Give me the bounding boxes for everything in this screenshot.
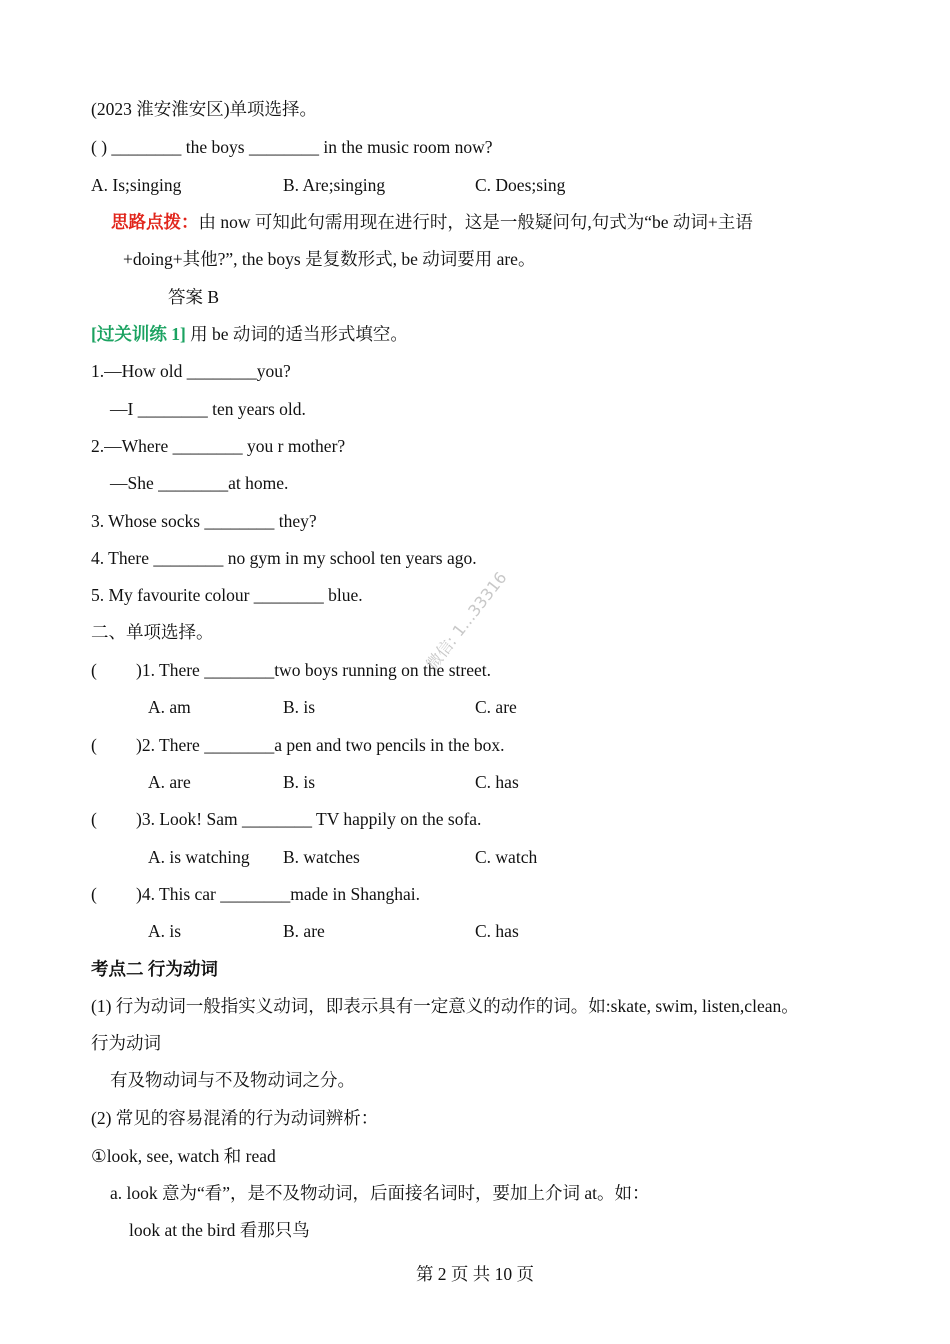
question-stem: ( ) ________ the boys ________ in the music room now? [91,137,493,157]
mc-option: B. are [283,921,325,941]
hint-line-2: +doing+其他?”, the boys 是复数形式, be 动词要用 are。 [123,249,536,269]
mc-question-stem: )2. There ________a pen and two pencils in the box. [136,735,505,755]
mc-question-stem: )3. Look! Sam ________ TV happily on the sofa. [136,809,482,829]
mc-option: B. is [283,772,316,792]
mc-question-stem: )1. There ________two boys running on the street. [136,660,491,680]
question-source-header: (2023 淮安淮安区)单项选择。 [91,99,318,119]
kaodian-2-p1-line2: 行为动词 [91,1033,161,1053]
kaodian-2-item1a: a. look 意为“看”，是不及物动词，后面接名词时，要加上介词 at。如： [110,1183,650,1203]
kaodian-2-p1-line1: (1) 行为动词一般指实义动词，即表示具有一定意义的动作的词。如:skate, swim, listen,clean。 [91,996,799,1016]
paren: ( [91,660,97,680]
training-line: 1.—How old ________you? [91,361,291,381]
mc-question-stem: )4. This car ________made in Shanghai. [136,884,420,904]
kaodian-2-example: look at the bird 看那只鸟 [129,1220,310,1240]
section-2-title: 二、单项选择。 [91,622,214,642]
training-label: [过关训练 1] [91,324,186,344]
hint-label: 思路点拨： [111,212,199,232]
mc-option: B. is [283,697,316,717]
option-a: A. Is;singing [91,175,182,195]
training-line: 5. My favourite colour ________ blue. [91,585,363,605]
kaodian-2-title: 考点二 行为动词 [91,959,218,979]
hint-text-1: 由 now 可知此句需用现在进行时，这是一般疑问句,句式为“be 动词+主语 [198,212,753,232]
watermark: 微信: 1...33316 [422,568,511,674]
training-line: —She ________at home. [110,473,289,493]
mc-option: A. are [148,772,191,792]
mc-option: C. are [475,697,517,717]
training-line: —I ________ ten years old. [110,399,306,419]
training-line: 3. Whose socks ________ they? [91,511,317,531]
paren: ( [91,735,97,755]
kaodian-2-p1-line3: 有及物动词与不及物动词之分。 [110,1070,355,1090]
mc-option: C. has [475,772,519,792]
mc-option: A. am [148,697,191,717]
training-heading [91,322,408,346]
training-instruction: 用 be 动词的适当形式填空。 [185,324,408,344]
mc-option: B. watches [283,847,360,867]
training-line: 2.—Where ________ you r mother? [91,436,346,456]
kaodian-2-item1: ①look, see, watch 和 read [91,1146,276,1166]
option-b: B. Are;singing [283,175,386,195]
paren: ( [91,809,97,829]
answer: 答案 B [168,287,220,307]
mc-option: C. has [475,921,519,941]
training-line: 4. There ________ no gym in my school ten years ago. [91,548,477,568]
kaodian-2-p2: (2) 常见的容易混淆的行为动词辨析： [91,1108,379,1128]
hint-line-1 [111,210,753,234]
mc-option: A. is [148,921,182,941]
option-c: C. Does;sing [475,175,566,195]
mc-option: A. is watching [148,847,250,867]
mc-option: C. watch [475,847,538,867]
page-footer: 第 2 页 共 10 页 [415,1264,535,1284]
paren: ( [91,884,97,904]
